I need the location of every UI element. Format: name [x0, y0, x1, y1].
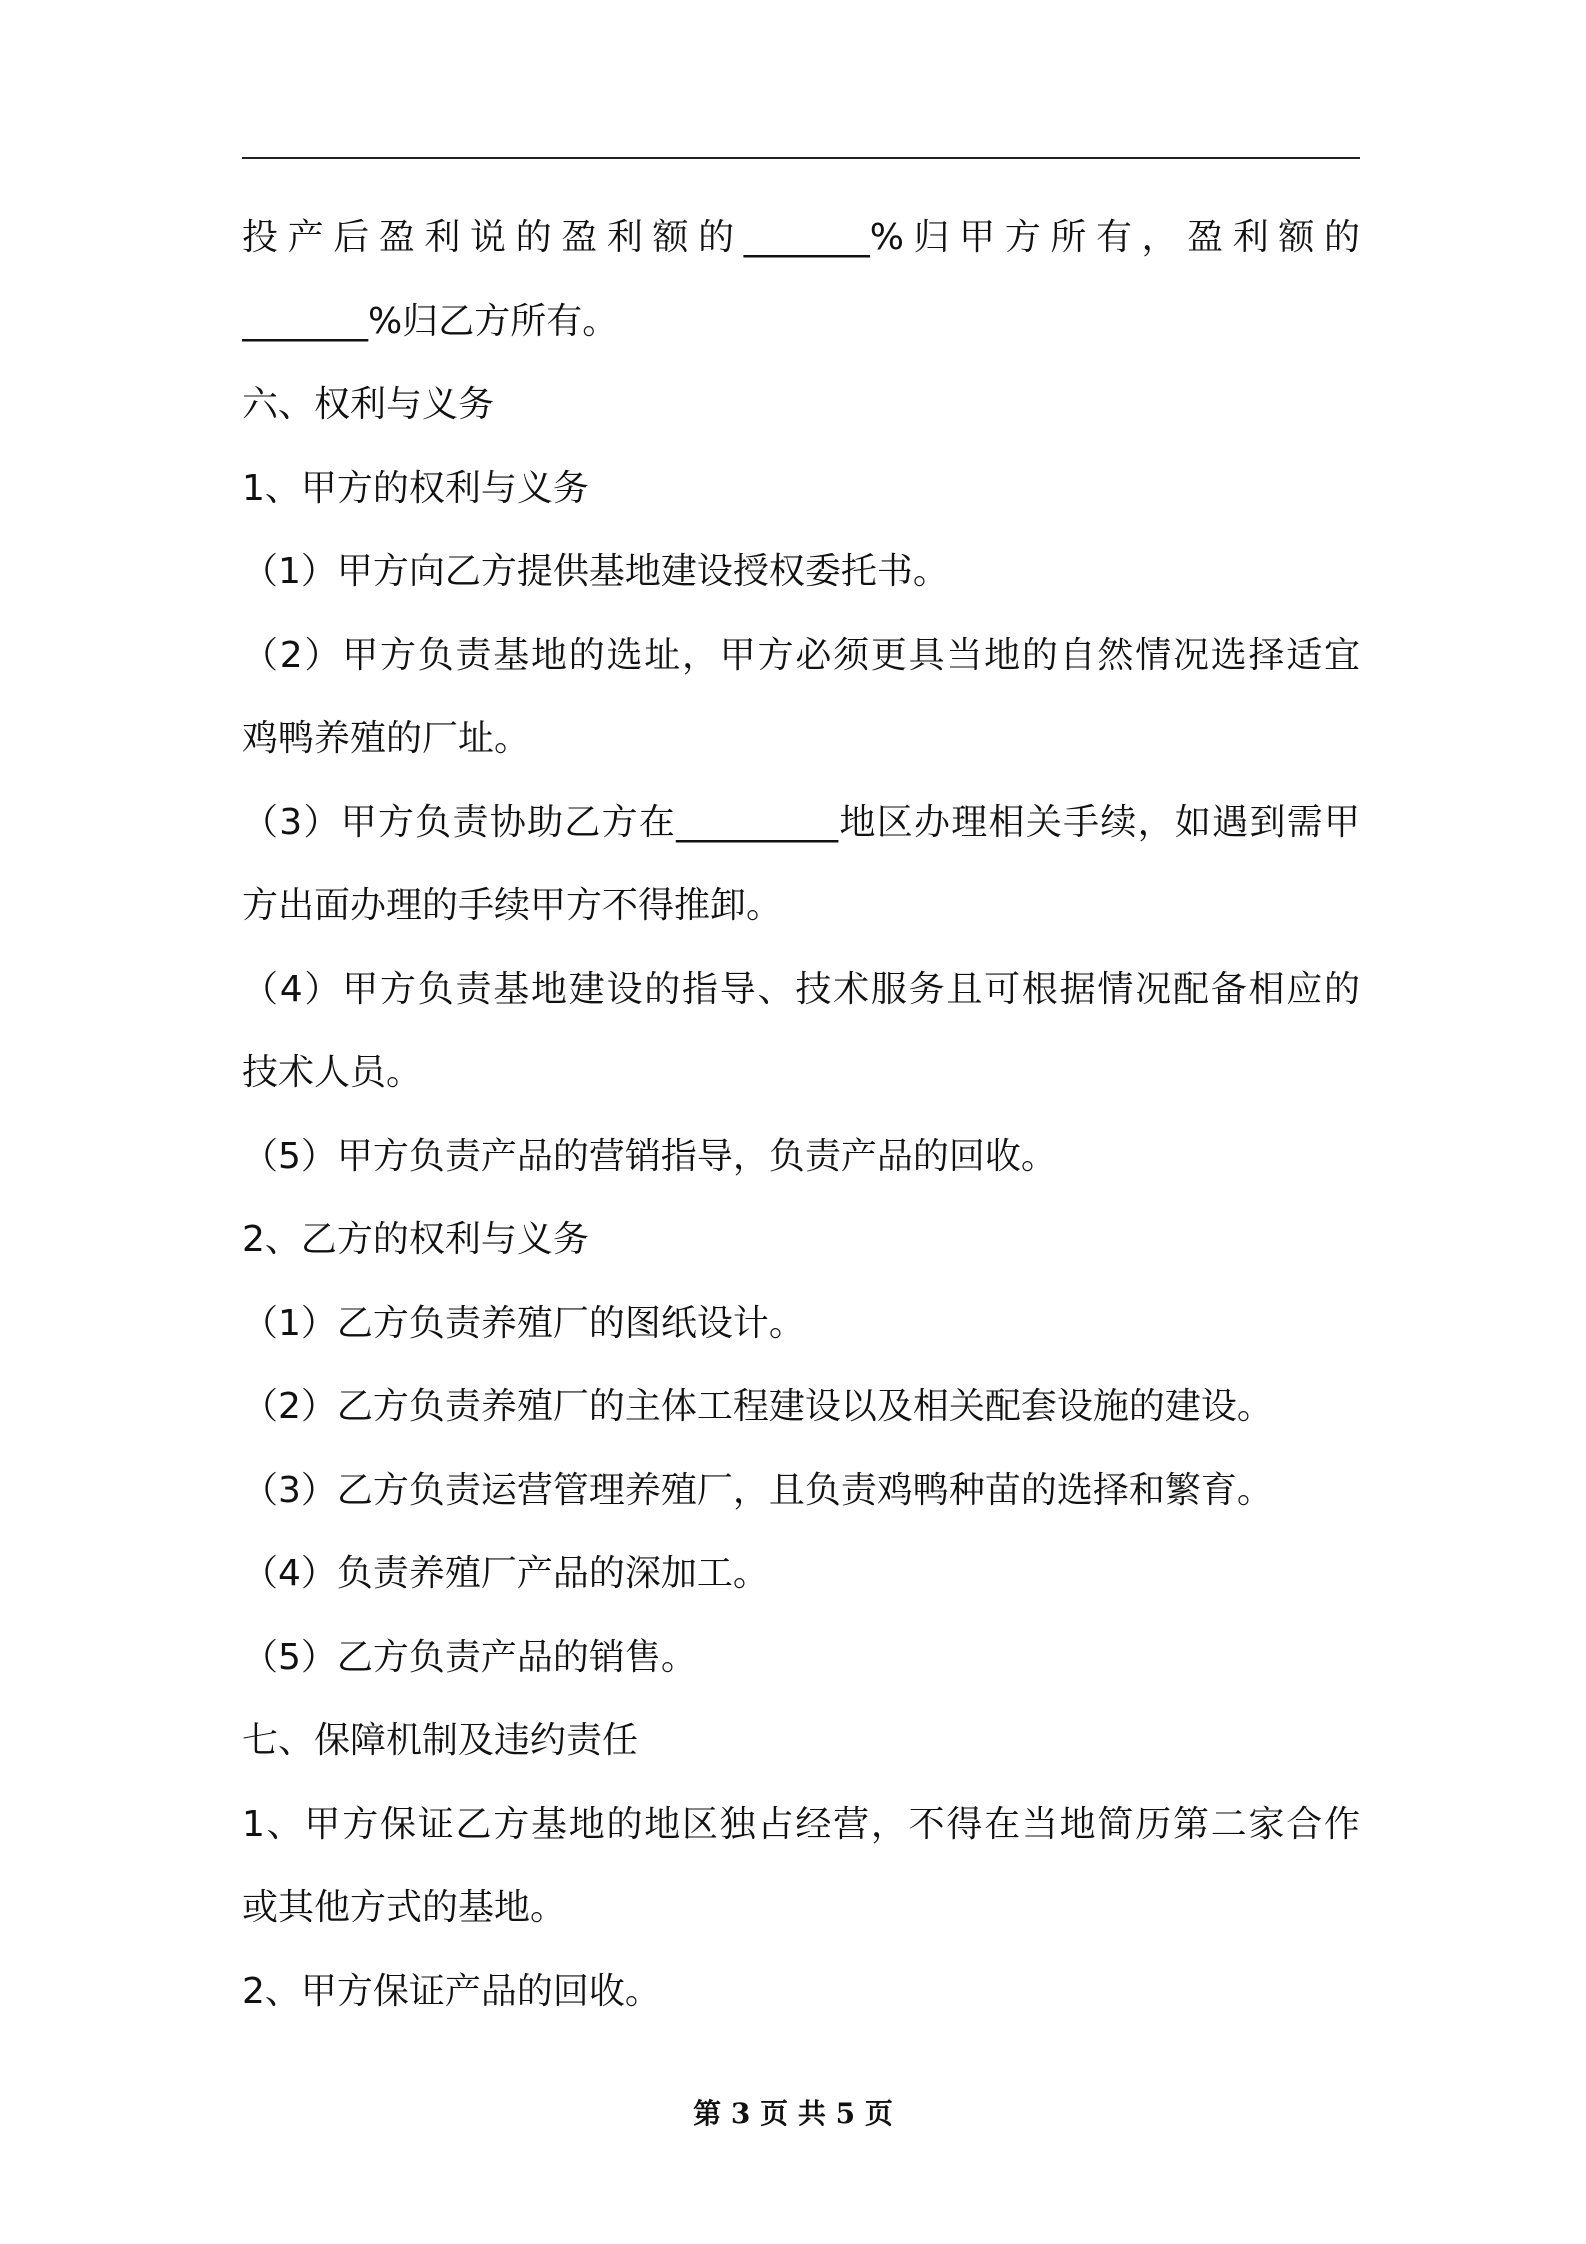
- list-item: （3）甲方负责协助乙方在_________地区办理相关手续，如遇到需甲: [242, 801, 1360, 843]
- list-item: （5）乙方负责产品的销售。: [242, 1636, 697, 1678]
- text-line: 或其他方式的基地。: [242, 1887, 567, 1928]
- subsection-heading: 2、乙方的权利与义务: [242, 1219, 589, 1260]
- list-item: （5）甲方负责产品的营销指导，负责产品的回收。: [242, 1135, 1057, 1177]
- page-number: 第 3 页 共 5 页: [693, 2097, 893, 2130]
- text-line: _______%归乙方所有。: [242, 300, 619, 342]
- list-item: （2）甲方负责基地的选址，甲方必须更具当地的自然情况选择适宜: [242, 634, 1360, 676]
- list-item: （4）负责养殖厂产品的深加工。: [242, 1553, 769, 1594]
- list-item: 2、甲方保证产品的回收。: [242, 1970, 661, 2012]
- list-item: （2）乙方负责养殖厂的主体工程建设以及相关配套设施的建设。: [242, 1386, 1273, 1427]
- document-body: [242, 196, 1360, 2033]
- list-item: 1、甲方保证乙方基地的地区独占经营，不得在当地简历第二家合作: [242, 1803, 1360, 1845]
- list-item: （1）乙方负责养殖厂的图纸设计。: [242, 1302, 805, 1344]
- section-heading: 七、保障机制及违约责任: [242, 1720, 639, 1761]
- text-line: 方出面办理的手续甲方不得推卸。: [242, 885, 783, 926]
- list-item: （3）乙方负责运营管理养殖厂，且负责鸡鸭种苗的选择和繁育。: [242, 1469, 1273, 1511]
- text-line: 技术人员。: [242, 1052, 423, 1093]
- text-line: 鸡鸭养殖的厂址。: [242, 718, 531, 759]
- text-line: 投产后盈利说的盈利额的_______%归甲方所有，盈利额的: [242, 217, 1360, 258]
- list-item: （4）甲方负责基地建设的指导、技术服务且可根据情况配备相应的: [242, 968, 1360, 1010]
- list-item: （1）甲方向乙方提供基地建设授权委托书。: [242, 551, 949, 592]
- header-rule: [242, 157, 1360, 159]
- subsection-heading: 1、甲方的权利与义务: [242, 467, 589, 509]
- section-heading: 六、权利与义务: [242, 384, 495, 425]
